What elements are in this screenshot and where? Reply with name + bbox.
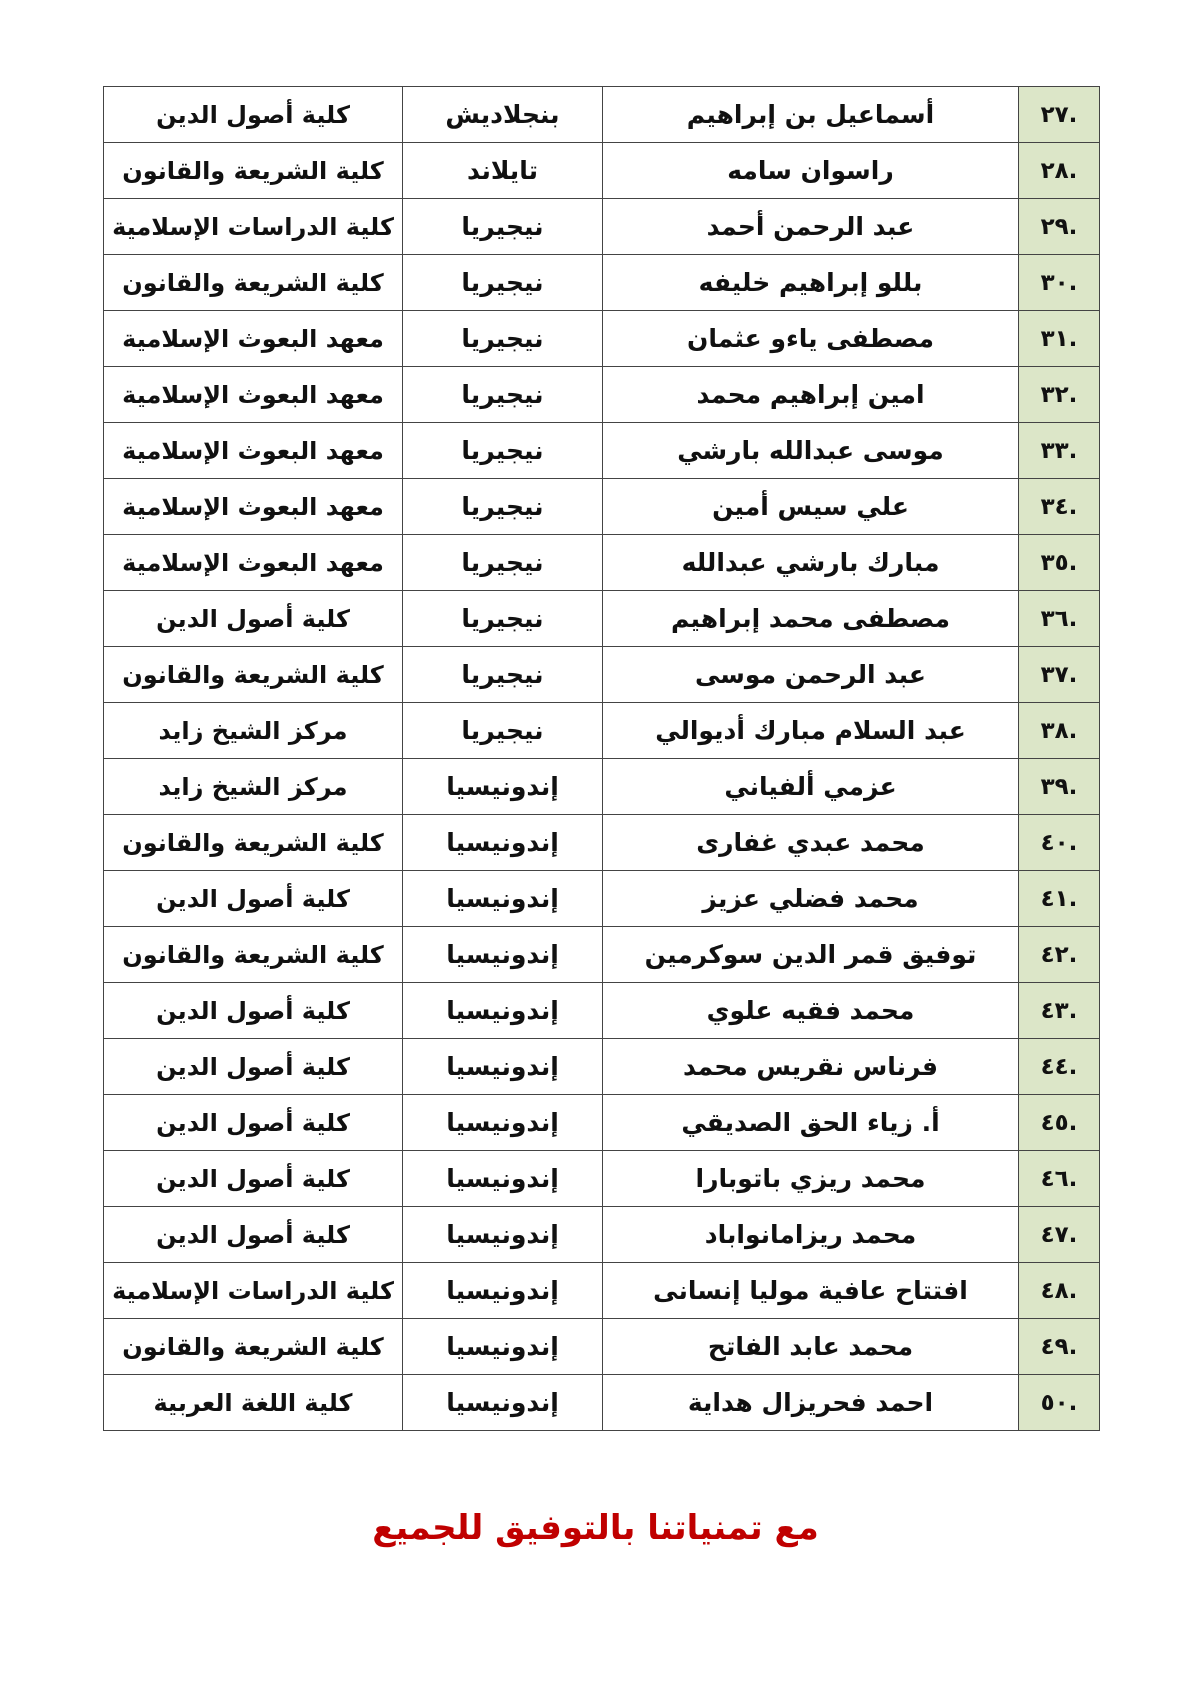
table-row (104, 591, 1100, 647)
student-country: نيجيريا (403, 535, 603, 591)
table-row (104, 1319, 1100, 1375)
student-name: محمد ريزامانواباد (603, 1207, 1019, 1263)
student-country: إندونيسيا (403, 983, 603, 1039)
student-country: إندونيسيا (403, 1375, 603, 1431)
student-country: إندونيسيا (403, 759, 603, 815)
table-row (104, 311, 1100, 367)
student-country: إندونيسيا (403, 1151, 603, 1207)
row-number: .٤٤ (1019, 1039, 1100, 1095)
student-table (103, 86, 1100, 1431)
row-number: .٣٩ (1019, 759, 1100, 815)
student-country: نيجيريا (403, 367, 603, 423)
row-number: .٤٩ (1019, 1319, 1100, 1375)
student-name: علي سيس أمين (603, 479, 1019, 535)
student-country: نيجيريا (403, 479, 603, 535)
student-college: كلية أصول الدين (104, 983, 403, 1039)
student-college: كلية أصول الدين (104, 1207, 403, 1263)
table-row (104, 983, 1100, 1039)
student-country: نيجيريا (403, 199, 603, 255)
student-college: كلية أصول الدين (104, 87, 403, 143)
student-name: فرناس نقريس محمد (603, 1039, 1019, 1095)
student-name: امين إبراهيم محمد (603, 367, 1019, 423)
student-name: أ. زياء الحق الصديقي (603, 1095, 1019, 1151)
row-number: .٣٨ (1019, 703, 1100, 759)
row-number: .٣١ (1019, 311, 1100, 367)
table-row (104, 367, 1100, 423)
student-college: مركز الشيخ زايد (104, 759, 403, 815)
table-row (104, 423, 1100, 479)
student-college: كلية الشريعة والقانون (104, 647, 403, 703)
student-country: إندونيسيا (403, 1039, 603, 1095)
student-college: كلية الشريعة والقانون (104, 255, 403, 311)
student-name: محمد عبدي غفارى (603, 815, 1019, 871)
student-name: مبارك بارشي عبدالله (603, 535, 1019, 591)
row-number: .٣٦ (1019, 591, 1100, 647)
student-college: معهد البعوث الإسلامية (104, 367, 403, 423)
table-row (104, 143, 1100, 199)
student-name: محمد عابد الفاتح (603, 1319, 1019, 1375)
student-college: كلية الشريعة والقانون (104, 815, 403, 871)
student-college: كلية الدراسات الإسلامية (104, 1263, 403, 1319)
student-name: محمد فقيه علوي (603, 983, 1019, 1039)
row-number: .٤٥ (1019, 1095, 1100, 1151)
row-number: .٢٩ (1019, 199, 1100, 255)
student-country: نيجيريا (403, 255, 603, 311)
table-row (104, 1207, 1100, 1263)
student-country: نيجيريا (403, 703, 603, 759)
row-number: .٣٧ (1019, 647, 1100, 703)
student-name: بللو إبراهيم خليفه (603, 255, 1019, 311)
closing-message: مع تمنياتنا بالتوفيق للجميع (372, 1508, 819, 1548)
student-college: كلية أصول الدين (104, 1039, 403, 1095)
student-table-body (104, 87, 1100, 1431)
table-row (104, 871, 1100, 927)
student-college: كلية الشريعة والقانون (104, 1319, 403, 1375)
table-row (104, 815, 1100, 871)
student-college: كلية اللغة العربية (104, 1375, 403, 1431)
table-row (104, 479, 1100, 535)
student-name: مصطفى ياءو عثمان (603, 311, 1019, 367)
student-name: محمد فضلي عزيز (603, 871, 1019, 927)
table-row (104, 647, 1100, 703)
student-name: عزمي ألفياني (603, 759, 1019, 815)
row-number: .٣٤ (1019, 479, 1100, 535)
student-college: كلية أصول الدين (104, 591, 403, 647)
row-number: .٤٠ (1019, 815, 1100, 871)
table-row (104, 1375, 1100, 1431)
student-name: عبد الرحمن موسى (603, 647, 1019, 703)
table-row (104, 1263, 1100, 1319)
row-number: .٥٠ (1019, 1375, 1100, 1431)
student-college: معهد البعوث الإسلامية (104, 311, 403, 367)
row-number: .٤٣ (1019, 983, 1100, 1039)
student-college: كلية الدراسات الإسلامية (104, 199, 403, 255)
student-country: إندونيسيا (403, 1207, 603, 1263)
row-number: .٣٠ (1019, 255, 1100, 311)
student-name: مصطفى محمد إبراهيم (603, 591, 1019, 647)
row-number: .٣٣ (1019, 423, 1100, 479)
student-college: معهد البعوث الإسلامية (104, 479, 403, 535)
student-country: إندونيسيا (403, 1263, 603, 1319)
table-row (104, 759, 1100, 815)
student-name: عبد السلام مبارك أديوالي (603, 703, 1019, 759)
student-college: معهد البعوث الإسلامية (104, 535, 403, 591)
table-row (104, 1039, 1100, 1095)
row-number: .٣٢ (1019, 367, 1100, 423)
table-row (104, 87, 1100, 143)
student-college: معهد البعوث الإسلامية (104, 423, 403, 479)
row-number: .٣٥ (1019, 535, 1100, 591)
student-country: بنجلاديش (403, 87, 603, 143)
student-name: محمد ريزي باتوبارا (603, 1151, 1019, 1207)
row-number: .٤٦ (1019, 1151, 1100, 1207)
table-row (104, 1095, 1100, 1151)
table-row (104, 255, 1100, 311)
student-name: راسوان سامه (603, 143, 1019, 199)
row-number: .٢٧ (1019, 87, 1100, 143)
student-country: نيجيريا (403, 311, 603, 367)
student-country: نيجيريا (403, 423, 603, 479)
student-country: نيجيريا (403, 647, 603, 703)
student-country: إندونيسيا (403, 815, 603, 871)
student-college: كلية الشريعة والقانون (104, 927, 403, 983)
row-number: .٤٢ (1019, 927, 1100, 983)
table-row (104, 927, 1100, 983)
table-row (104, 199, 1100, 255)
student-country: إندونيسيا (403, 871, 603, 927)
student-name: افتتاح عافية موليا إنسانى (603, 1263, 1019, 1319)
student-name: عبد الرحمن أحمد (603, 199, 1019, 255)
table-row (104, 703, 1100, 759)
row-number: .٤٧ (1019, 1207, 1100, 1263)
row-number: .٢٨ (1019, 143, 1100, 199)
row-number: .٤١ (1019, 871, 1100, 927)
student-college: كلية الشريعة والقانون (104, 143, 403, 199)
row-number: .٤٨ (1019, 1263, 1100, 1319)
student-name: توفيق قمر الدين سوكرمين (603, 927, 1019, 983)
student-college: مركز الشيخ زايد (104, 703, 403, 759)
student-country: نيجيريا (403, 591, 603, 647)
student-college: كلية أصول الدين (104, 1095, 403, 1151)
student-country: إندونيسيا (403, 927, 603, 983)
student-country: إندونيسيا (403, 1095, 603, 1151)
student-name: موسى عبدالله بارشي (603, 423, 1019, 479)
student-college: كلية أصول الدين (104, 871, 403, 927)
table-row (104, 535, 1100, 591)
student-name: أسماعيل بن إبراهيم (603, 87, 1019, 143)
student-name: احمد فحريزال هداية (603, 1375, 1019, 1431)
table-row (104, 1151, 1100, 1207)
student-country: إندونيسيا (403, 1319, 603, 1375)
student-college: كلية أصول الدين (104, 1151, 403, 1207)
student-country: تايلاند (403, 143, 603, 199)
